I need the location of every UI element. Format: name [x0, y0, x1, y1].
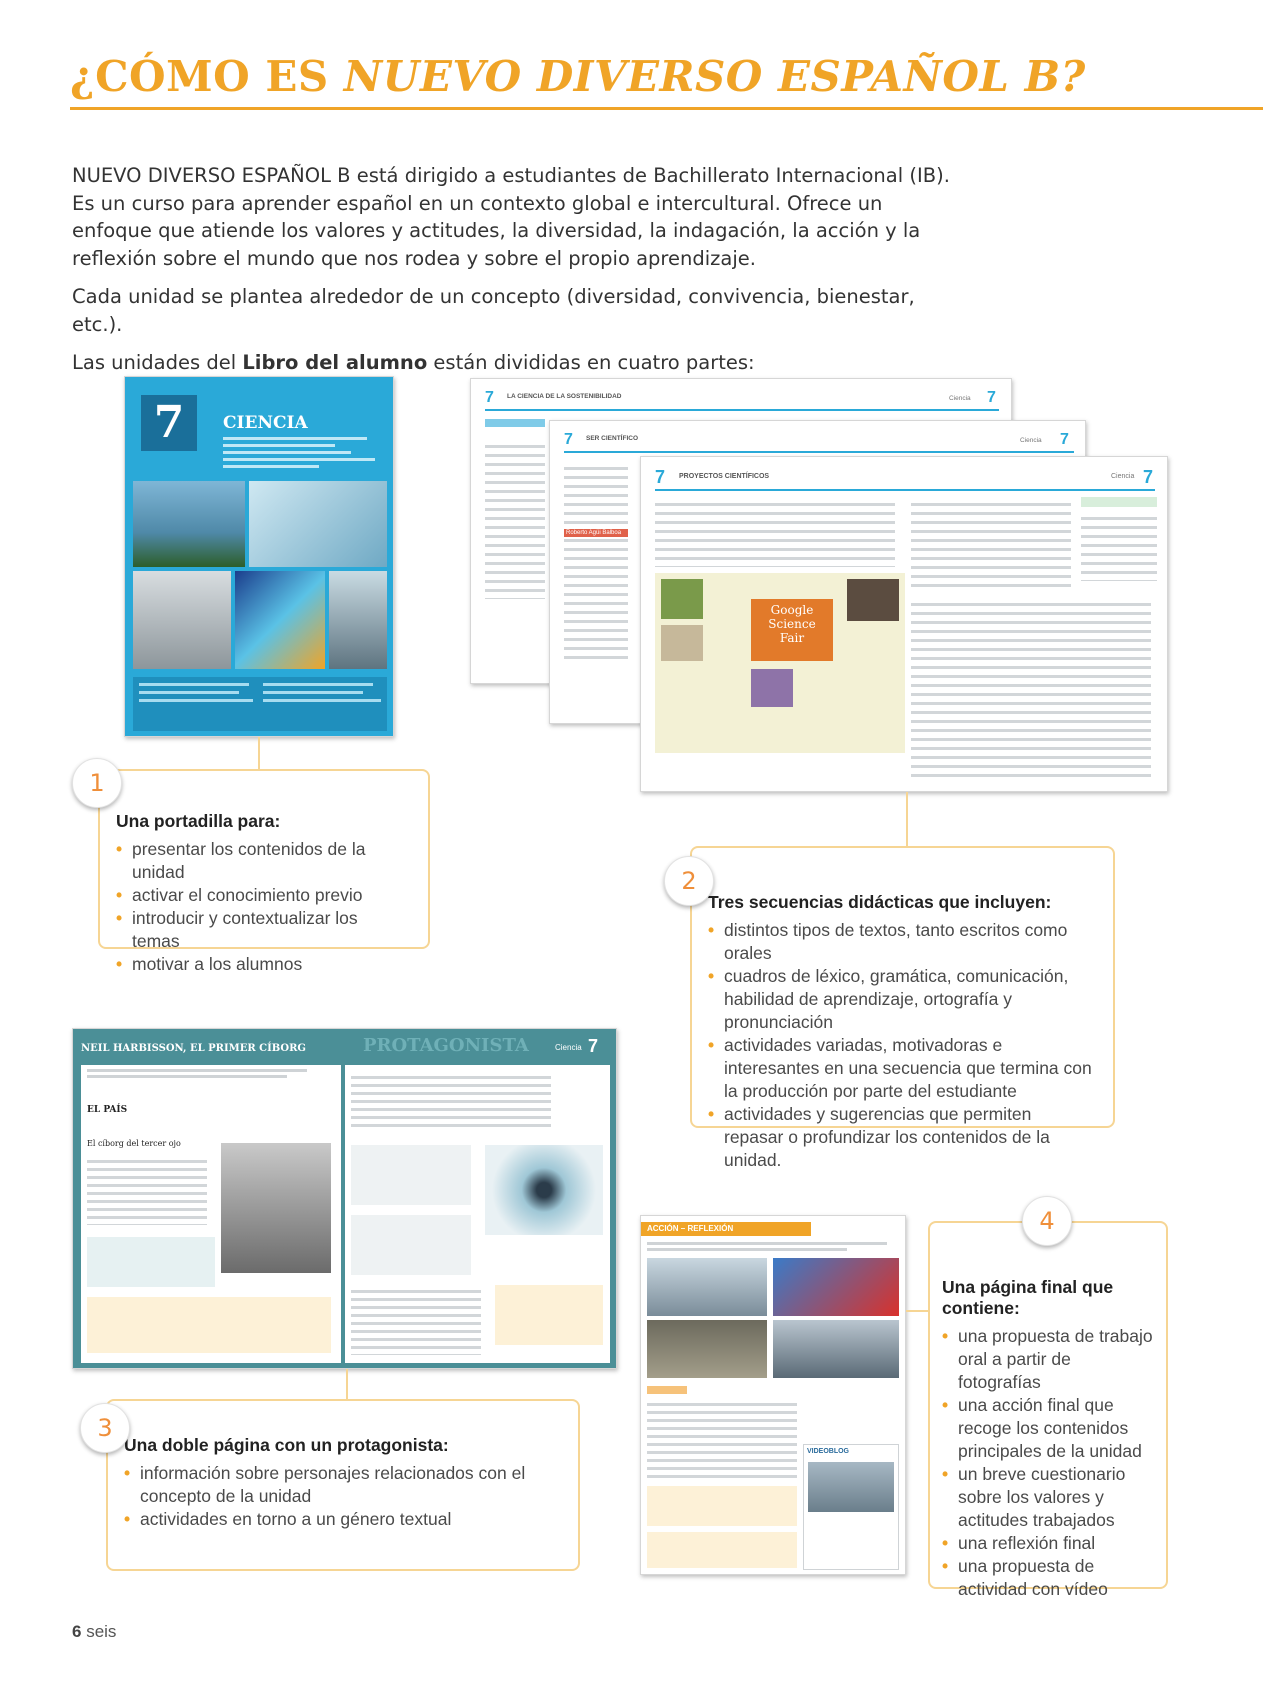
cover-footer-text	[133, 677, 387, 731]
protagonist-right-page	[345, 1065, 610, 1363]
final-photo-3	[647, 1320, 767, 1378]
poster-line-3: Fair	[779, 631, 805, 645]
cover-title: CIENCIA	[223, 413, 308, 433]
callout-box-1	[98, 769, 430, 974]
step-badge-4: 4	[1022, 1196, 1072, 1246]
page-number: 6	[72, 1622, 82, 1641]
seq1-tag: Ciencia	[949, 395, 971, 402]
title-divider	[70, 107, 1263, 110]
callout-box-2	[690, 846, 1115, 1170]
seq2-title: SER CIENTÍFICO	[586, 435, 639, 442]
cover-number-block: 7	[141, 395, 197, 451]
step-badge-2: 2	[664, 856, 714, 906]
cover-photo-tech	[235, 571, 325, 669]
seq2-tag: Ciencia	[1020, 437, 1042, 444]
list-item: • un breve cuestionario sobre los valores y actitudes trabajados	[942, 1463, 1154, 1532]
cover-page-thumbnail	[124, 376, 394, 737]
page-footer	[72, 1622, 116, 1642]
cover-photo-person	[329, 571, 387, 669]
seq1-number-right: 7	[987, 389, 996, 406]
connector-line-1	[258, 737, 260, 769]
final-videoblog	[803, 1444, 899, 1570]
protagonist-left-page	[81, 1065, 341, 1363]
connector-line-2	[906, 792, 908, 846]
list-item: • distintos tipos de textos, tanto escritos como orales	[708, 919, 1093, 965]
intro-text	[72, 162, 962, 388]
google-science-fair-poster	[751, 599, 833, 661]
list-item: • actividades y sugerencias que permiten repasar o profundizar los contenidos de la unidad.	[708, 1103, 1093, 1172]
callout-2-heading: Tres secuencias didácticas que incluyen:	[708, 892, 1052, 912]
list-item: • activar el conocimiento previo	[116, 884, 408, 907]
page-number-word: seis	[86, 1622, 117, 1641]
callout-box-4	[928, 1221, 1168, 1599]
list-item: • cuadros de léxico, gramática, comunicación, habilidad de aprendizaje, ortografía y pronunciación	[708, 965, 1093, 1034]
list-item: • una acción final que recoge los contenidos principales de la unidad	[942, 1394, 1154, 1463]
callout-3-heading: Una doble página con un protagonista:	[124, 1435, 449, 1455]
callout-1-list	[116, 838, 408, 976]
seq1-title: LA CIENCIA DE LA SOSTENIBILIDAD	[507, 393, 622, 400]
cover-photo-robot	[133, 571, 231, 669]
page-title-part2: NUEVO DIVERSO ESPAÑOL B?	[343, 52, 1086, 101]
page-title	[70, 52, 1086, 101]
poster-line-1: Google	[770, 603, 814, 617]
seq3-photo-1	[661, 579, 703, 619]
poster-line-2: Science	[768, 617, 816, 631]
protagonist-newspaper: EL PAÍS	[87, 1105, 128, 1115]
callout-2-list	[708, 919, 1093, 1172]
seq3-number-right: 7	[1143, 467, 1154, 487]
protagonist-spread-thumbnail	[72, 1028, 617, 1369]
intro-p3-before: Las unidades del	[72, 351, 243, 374]
connector-line-3	[346, 1369, 348, 1399]
seq3-photo-4	[751, 669, 793, 707]
callout-3-list	[124, 1462, 558, 1531]
protagonist-headline: El cíborg del tercer ojo	[87, 1139, 181, 1148]
final-page-title: ACCIÓN – REFLEXIÓN	[641, 1222, 811, 1236]
list-item: • actividades variadas, motivadoras e interesantes en una secuencia que termina con la producción por parte del estudiante	[708, 1034, 1093, 1103]
final-photo-1	[647, 1258, 767, 1316]
protagonist-number: 7	[588, 1036, 599, 1056]
intro-paragraph-2: Cada unidad se plantea alrededor de un concepto (diversidad, convivencia, bienestar, etc.).	[72, 285, 915, 336]
final-videoblog-label: VIDEOBLOG	[807, 1448, 850, 1455]
seq3-photo-3	[847, 579, 899, 621]
final-photo-4	[773, 1320, 899, 1378]
list-item: • introducir y contextualizar los temas	[116, 907, 408, 953]
intro-p3-bold: Libro del alumno	[242, 351, 428, 374]
list-item: • actividades en torno a un género textual	[124, 1508, 558, 1531]
list-item: • una reflexión final	[942, 1532, 1154, 1555]
step-badge-3: 3	[80, 1403, 130, 1453]
step-badge-1: 1	[72, 758, 122, 808]
callout-box-3	[106, 1399, 580, 1571]
callout-4-heading: Una página final que contiene:	[942, 1277, 1114, 1318]
seq2-subhead: Roberto Agüi Balboa	[564, 529, 628, 537]
final-page-thumbnail	[640, 1215, 906, 1575]
intro-p3-after: están divididas en cuatro partes:	[427, 351, 755, 374]
final-photo-2	[773, 1258, 899, 1316]
intro-paragraph-1: NUEVO DIVERSO ESPAÑOL B está dirigido a estudiantes de Bachillerato Internacional (IB). Es un curso para aprender español en un contexto global e intercultural. Ofrece un enfoque que atiende los valores y actitudes, la diversidad, la indagación, la acción y la reflexión sobre el mundo que nos rodea y sobre el propio aprendizaje.	[72, 164, 950, 270]
protagonist-title: NEIL HARBISSON, EL PRIMER CÍBORG	[81, 1043, 306, 1054]
protagonist-tag: Ciencia	[555, 1043, 582, 1052]
list-item: • información sobre personajes relacionados con el concepto de la unidad	[124, 1462, 558, 1508]
list-item: • una propuesta de actividad con vídeo	[942, 1555, 1154, 1601]
callout-1-heading: Una portadilla para:	[116, 811, 281, 831]
seq1-number: 7	[485, 389, 494, 406]
seq2-number: 7	[564, 431, 573, 448]
protagonist-eye-image	[485, 1145, 603, 1235]
page-title-part1: ¿CÓMO ES	[70, 52, 344, 101]
cover-photo-athlete	[133, 481, 245, 567]
seq2-number-right: 7	[1060, 431, 1069, 448]
seq3-photo-2	[661, 625, 703, 661]
seq3-tag: Ciencia	[1111, 473, 1135, 480]
sequence-spread-3	[640, 456, 1168, 792]
protagonist-photo	[221, 1143, 331, 1273]
list-item: • presentar los contenidos de la unidad	[116, 838, 408, 884]
seq3-title: PROYECTOS CIENTÍFICOS	[679, 473, 770, 480]
cover-text-lines	[223, 437, 383, 472]
intro-paragraph-3	[72, 349, 962, 377]
protagonist-watermark: PROTAGONISTA	[363, 1035, 529, 1056]
callout-4-list	[942, 1325, 1154, 1601]
list-item: • una propuesta de trabajo oral a partir de fotografías	[942, 1325, 1154, 1394]
list-item: • motivar a los alumnos	[116, 953, 408, 976]
cover-photo-lab	[249, 481, 387, 567]
seq3-number: 7	[655, 467, 666, 487]
